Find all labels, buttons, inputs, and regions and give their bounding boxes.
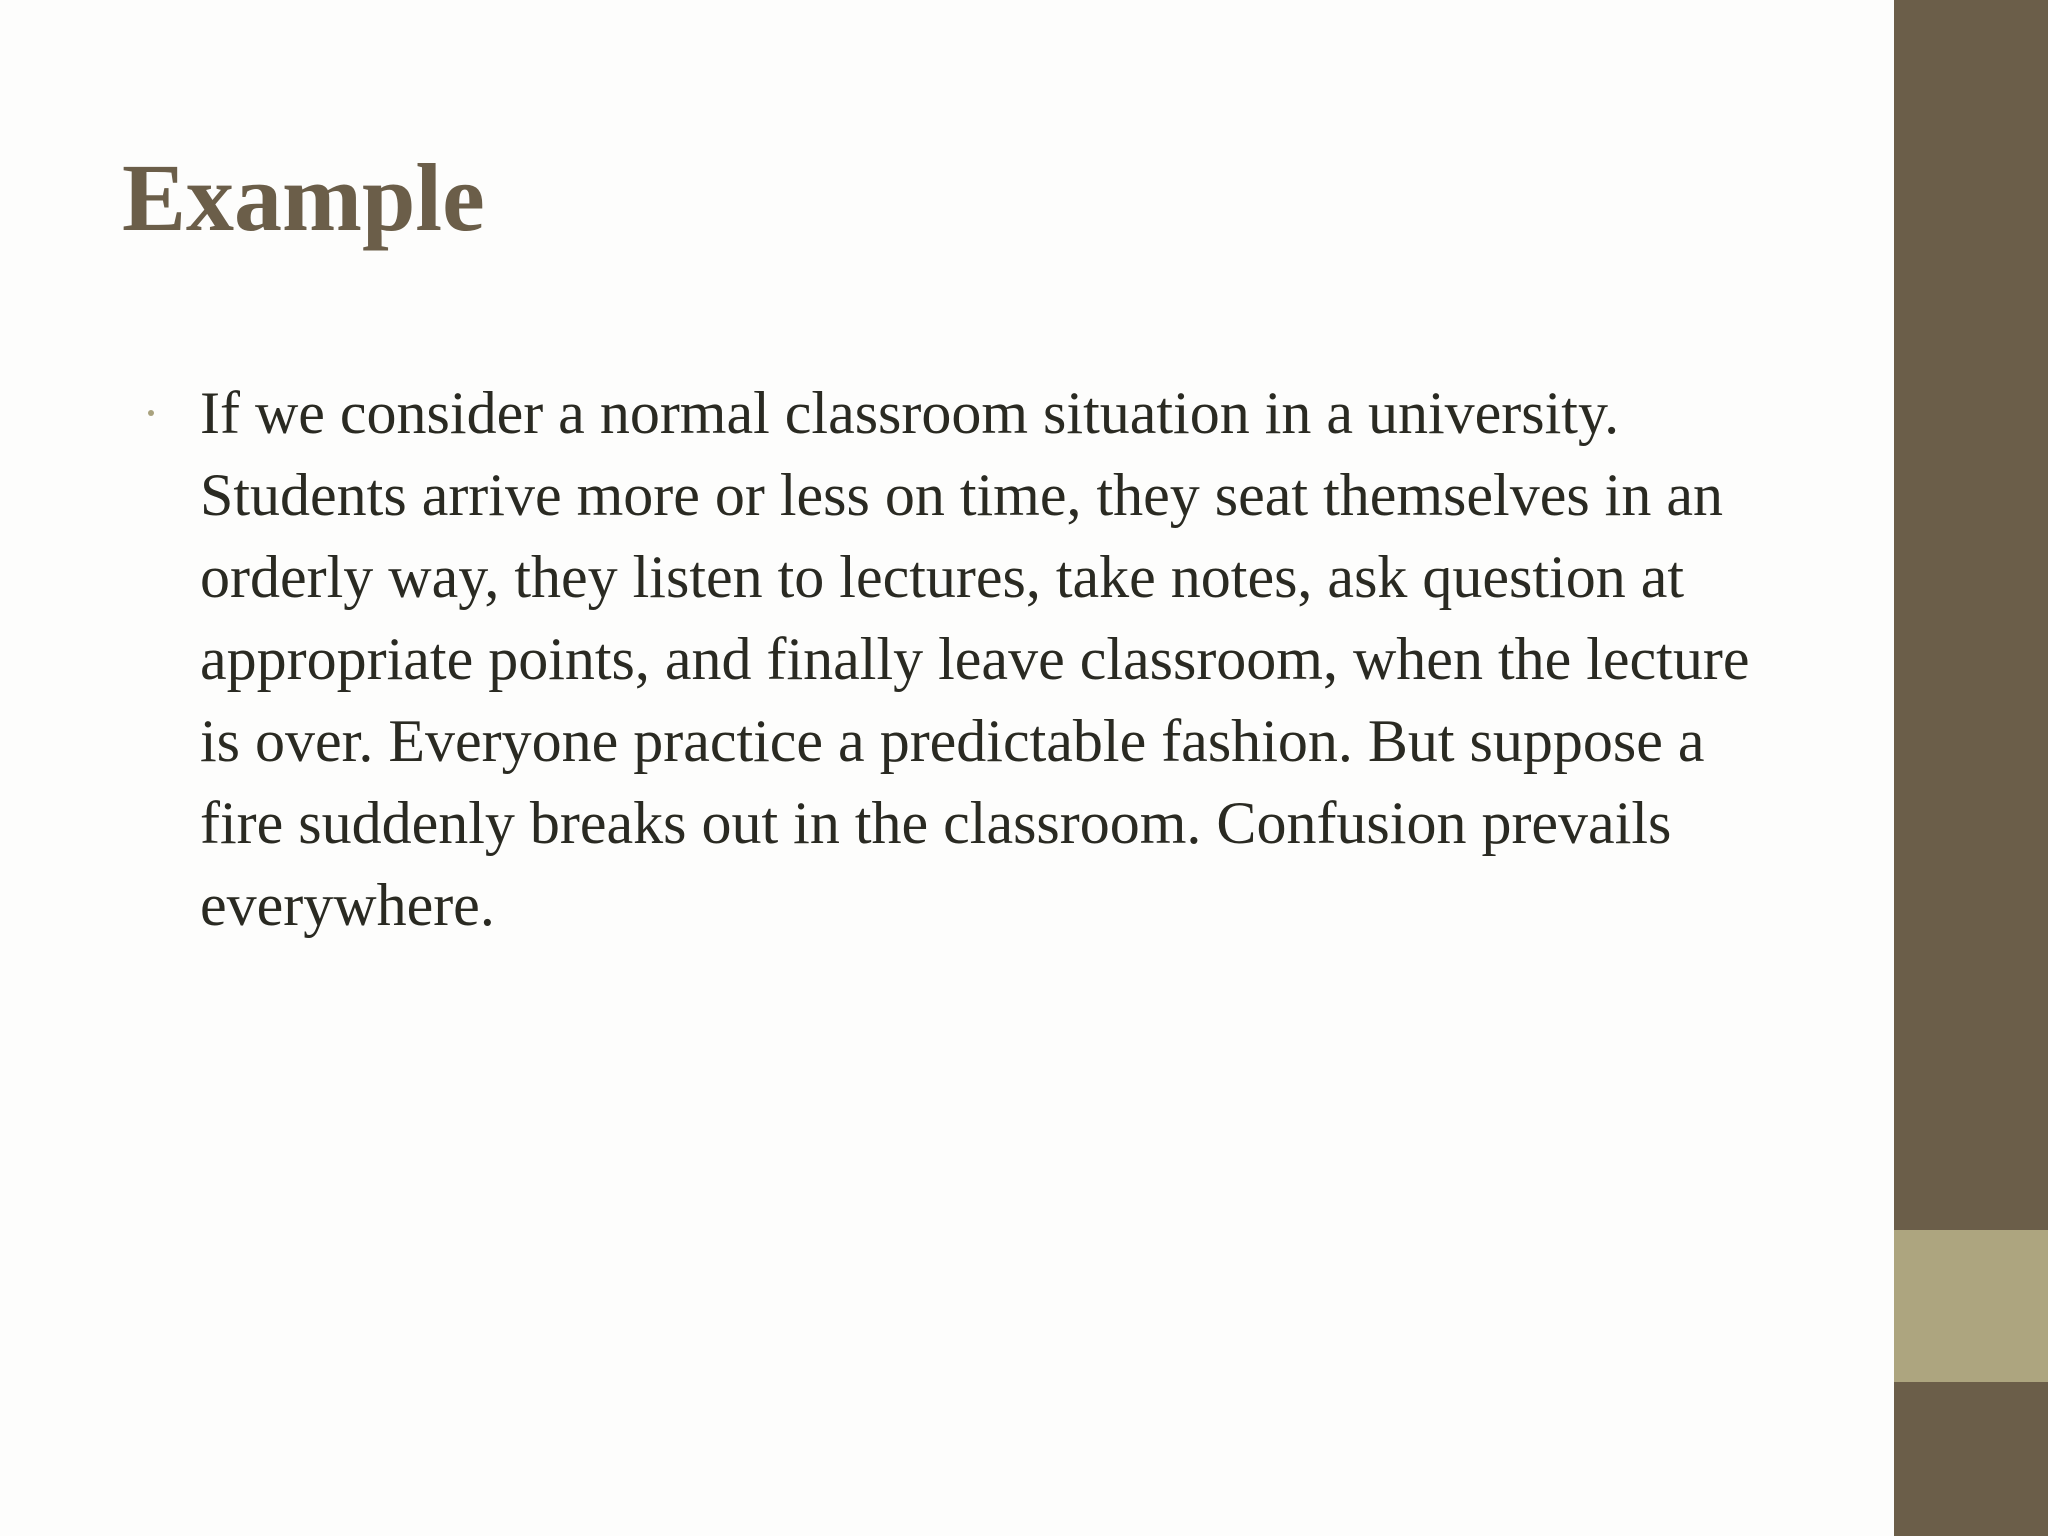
bullet-dot-icon [148,410,154,416]
sidebar-top-block [1894,0,2048,1230]
bullet-text: If we consider a normal classroom situation in a university. Students arrive more or less on time, they seat themselves in an orderly way, they listen to lectures, take notes, ask question at appropriate points, and finally leave classroom, when the lecture is over. Everyone practice a predictable fashion. But suppose a fire suddenly breaks out in the classroom. Confusion prevails everywhere. [200,380,1750,938]
slide-title: Example [122,144,485,251]
decorative-sidebar [1894,0,2048,1536]
bullet-list [140,372,1840,946]
sidebar-bottom-block [1894,1382,2048,1536]
sidebar-accent-block [1894,1230,2048,1382]
bullet-item [140,372,1840,946]
